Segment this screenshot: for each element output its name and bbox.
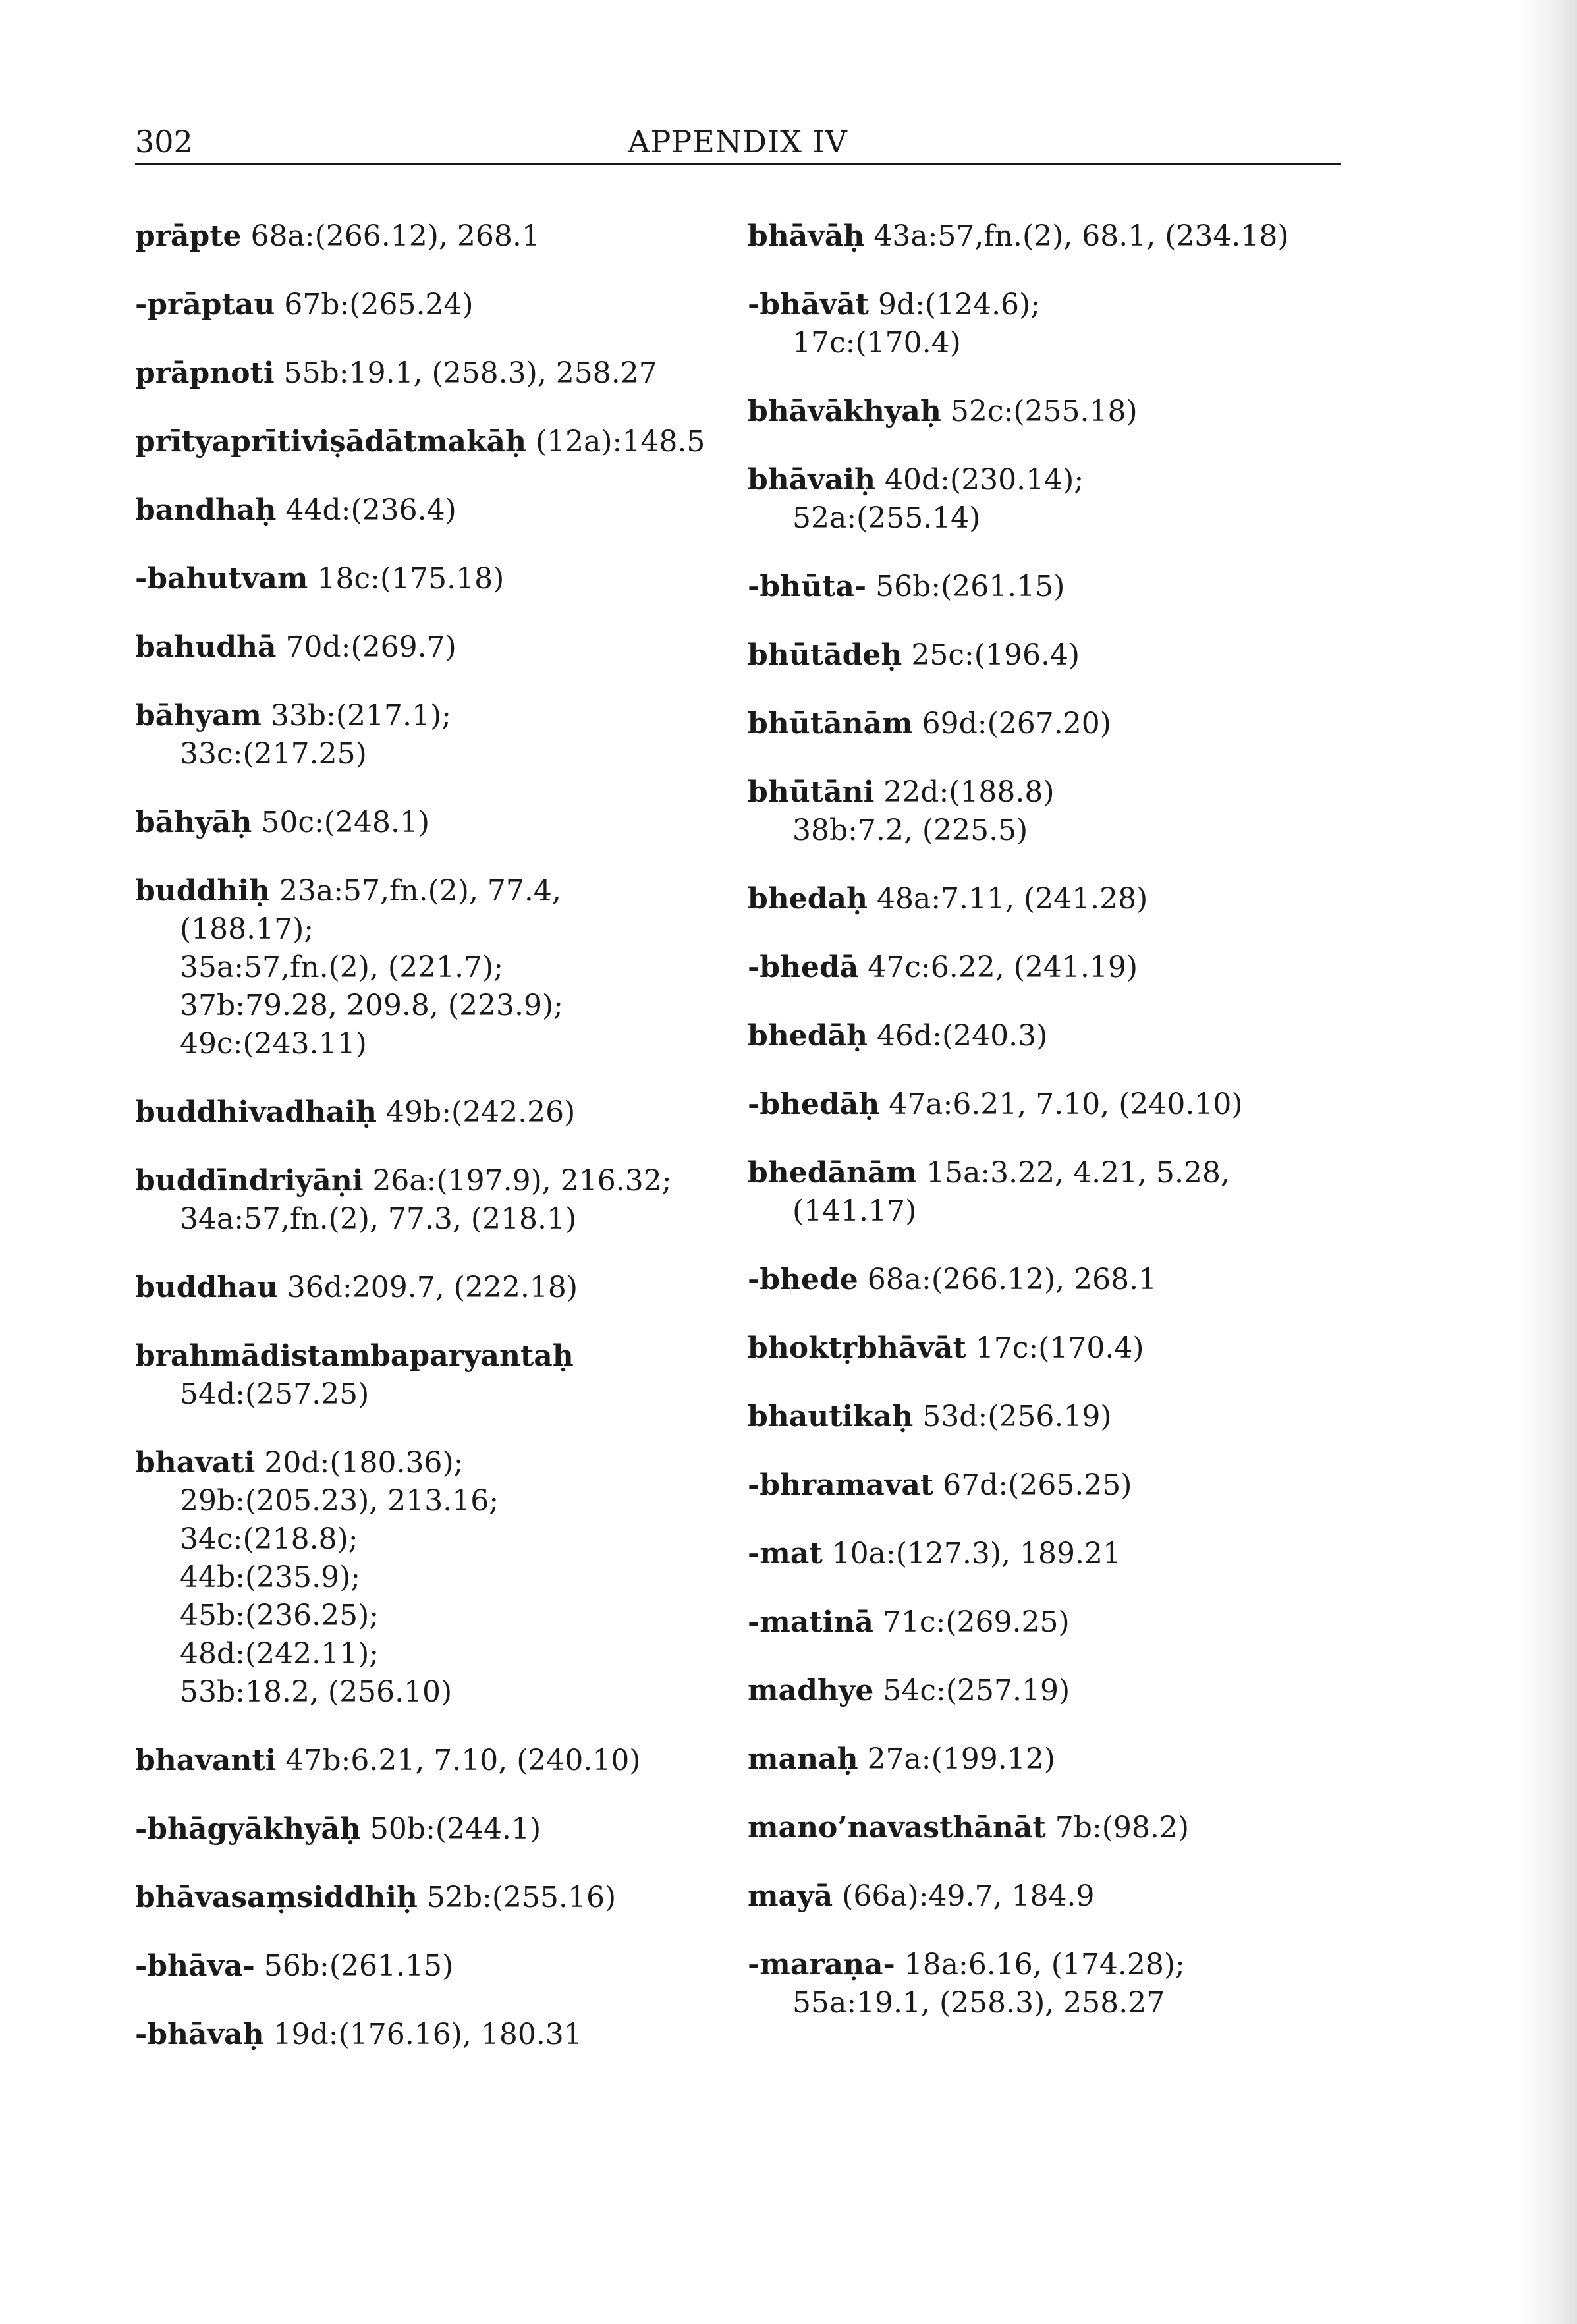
index-headword: bhavanti <box>135 1744 277 1777</box>
index-entry-first-line <box>748 1809 1354 1847</box>
index-reference: 23a:57,fn.(2), 77.4, <box>279 874 561 908</box>
index-entry-first-line <box>135 560 748 598</box>
index-reference: 47b:6.21, 7.10, (240.10) <box>285 1744 641 1777</box>
index-reference: 40d:(230.14); <box>885 463 1084 497</box>
index-entry <box>135 1742 748 1780</box>
index-entry-first-line <box>135 1810 748 1848</box>
index-headword: buddhau <box>135 1271 278 1304</box>
index-entry <box>748 1329 1354 1368</box>
index-entry-first-line <box>135 2016 748 2054</box>
index-entry <box>748 1877 1354 1916</box>
index-reference: 70d:(269.7) <box>285 630 456 664</box>
header-rule <box>135 163 1341 165</box>
running-title: APPENDIX IV <box>628 124 848 159</box>
index-headword: bāhyam <box>135 699 262 733</box>
index-entry-first-line <box>135 423 748 461</box>
index-headword: bhāvasaṃsiddhiḥ <box>135 1881 418 1914</box>
index-entry-first-line <box>748 1261 1354 1299</box>
index-entry <box>135 628 748 667</box>
index-reference: 9d:(124.6); <box>877 288 1041 321</box>
index-headword: bhedāḥ <box>748 1019 868 1053</box>
index-entry-first-line <box>748 636 1354 675</box>
index-reference: 18a:6.16, (174.28); <box>904 1948 1185 1981</box>
index-reference: 52c:(255.18) <box>950 395 1138 428</box>
index-headword: buddhivadhaiḥ <box>135 1095 377 1129</box>
index-entry-first-line <box>135 1444 748 1482</box>
index-reference: 20d:(180.36); <box>264 1446 464 1480</box>
index-reference: 44d:(236.4) <box>285 493 456 527</box>
index-reference: 53d:(256.19) <box>922 1400 1112 1433</box>
index-entry <box>135 1879 748 1917</box>
index-entry-first-line <box>748 568 1354 606</box>
index-reference: (12a):148.5 <box>535 425 706 458</box>
index-entry-first-line <box>748 1329 1354 1368</box>
index-entry-first-line <box>135 804 748 842</box>
index-reference: 36d:209.7, (222.18) <box>287 1271 578 1304</box>
index-entry-first-line <box>135 1879 748 1917</box>
index-entry <box>135 423 748 461</box>
index-headword: -prāptau <box>135 288 275 321</box>
index-reference-continuation: 34a:57,fn.(2), 77.3, (218.1) <box>180 1202 577 1236</box>
index-entry-first-line <box>135 286 748 324</box>
index-headword: -bhede <box>748 1263 858 1296</box>
index-entry-first-line <box>748 1603 1354 1642</box>
index-reference: 52b:(255.16) <box>426 1881 617 1914</box>
index-entry <box>135 1444 748 1711</box>
index-entry-first-line <box>748 1466 1354 1505</box>
index-headword: -bhāvāt <box>748 288 869 321</box>
index-reference-continuation: 52a:(255.14) <box>792 501 981 535</box>
index-reference-continuation: 29b:(205.23), 213.16; <box>180 1484 499 1518</box>
index-reference-continuation: 37b:79.28, 209.8, (223.9); <box>180 989 563 1022</box>
index-entry-first-line <box>135 628 748 667</box>
index-reference: 56b:(261.15) <box>875 570 1065 603</box>
index-headword: brahmādistambaparyantaḥ <box>135 1339 574 1373</box>
index-entry <box>748 1809 1354 1847</box>
index-headword: bhāvākhyaḥ <box>748 395 941 428</box>
index-reference: 54c:(257.19) <box>883 1674 1070 1707</box>
index-entry-first-line <box>135 217 748 256</box>
index-entry <box>135 286 748 324</box>
index-headword: bhavati <box>135 1446 256 1480</box>
index-entry-first-line <box>135 872 748 910</box>
index-entry <box>135 1093 748 1132</box>
index-headword: -bhūta- <box>748 570 867 603</box>
index-reference: 67b:(265.24) <box>284 288 474 321</box>
index-entry <box>748 773 1354 850</box>
index-entry <box>748 1672 1354 1710</box>
index-reference: (66a):49.7, 184.9 <box>842 1879 1095 1913</box>
index-reference: 43a:57,fn.(2), 68.1, (234.18) <box>873 219 1289 253</box>
index-headword: -bhāgyākhyāḥ <box>135 1812 361 1846</box>
index-entry <box>748 1535 1354 1573</box>
index-entry-first-line <box>748 1086 1354 1124</box>
index-entry-first-line <box>748 949 1354 987</box>
index-headword: mayā <box>748 1879 833 1913</box>
index-entry <box>135 804 748 842</box>
index-entry <box>135 217 748 256</box>
index-reference-continuation: 38b:7.2, (225.5) <box>792 814 1028 847</box>
index-reference: 27a:(199.12) <box>867 1742 1055 1776</box>
page-number: 302 <box>135 124 193 159</box>
index-reference: 49b:(242.26) <box>386 1095 576 1129</box>
index-entry-first-line <box>135 1742 748 1780</box>
index-headword: -mat <box>748 1537 823 1570</box>
index-headword: -bhāva- <box>135 1949 255 1983</box>
index-entry <box>135 872 748 1063</box>
index-entry-first-line <box>748 1398 1354 1436</box>
page-edge-shadow <box>1518 0 1577 2324</box>
index-headword: bahudhā <box>135 630 277 664</box>
index-entry-first-line <box>748 393 1354 431</box>
index-headword: prāpnoti <box>135 356 275 390</box>
index-reference: 68a:(266.12), 268.1 <box>250 219 540 253</box>
index-reference: 17c:(170.4) <box>975 1331 1144 1365</box>
index-entry <box>748 949 1354 987</box>
index-reference: 22d:(188.8) <box>883 775 1055 809</box>
index-entry <box>748 1398 1354 1436</box>
index-entry-first-line <box>135 1337 748 1375</box>
index-headword: bhedānām <box>748 1156 918 1190</box>
index-reference-continuation: 55a:19.1, (258.3), 258.27 <box>792 1986 1165 2020</box>
index-entry-first-line <box>135 1093 748 1132</box>
index-entry <box>748 217 1354 256</box>
index-reference: 69d:(267.20) <box>922 707 1111 740</box>
index-reference: 50b:(244.1) <box>370 1812 541 1846</box>
index-entry-first-line <box>748 773 1354 812</box>
index-reference: 55b:19.1, (258.3), 258.27 <box>283 356 657 390</box>
index-headword: bhautikaḥ <box>748 1400 914 1433</box>
index-entry <box>135 491 748 530</box>
index-entry-first-line <box>748 1877 1354 1916</box>
index-reference-continuation: 49c:(243.11) <box>180 1027 367 1061</box>
index-entry-first-line <box>748 1017 1354 1055</box>
index-entry <box>748 705 1354 743</box>
index-reference-continuation: 35a:57,fn.(2), (221.7); <box>180 951 504 984</box>
index-reference-continuation: 45b:(236.25); <box>180 1599 379 1632</box>
index-entry-first-line <box>748 1946 1354 1984</box>
index-headword: -bahutvam <box>135 562 308 595</box>
index-reference: 15a:3.22, 4.21, 5.28, <box>926 1156 1230 1190</box>
index-entry <box>748 1261 1354 1299</box>
index-entry <box>748 1946 1354 2022</box>
index-headword: -matinā <box>748 1605 873 1639</box>
index-entry-first-line <box>748 1154 1354 1192</box>
index-reference: 25c:(196.4) <box>911 638 1080 672</box>
index-entry <box>748 636 1354 675</box>
index-headword: -bhāvaḥ <box>135 2018 264 2051</box>
index-entry <box>748 1086 1354 1124</box>
index-reference-continuation: 44b:(235.9); <box>180 1561 361 1594</box>
index-entry <box>135 354 748 393</box>
index-headword: buddhiḥ <box>135 874 270 908</box>
index-entry <box>748 461 1354 538</box>
index-entry <box>135 1162 748 1238</box>
index-entry <box>135 2016 748 2054</box>
index-entry-first-line <box>748 705 1354 743</box>
index-reference-continuation: 53b:18.2, (256.10) <box>180 1675 453 1709</box>
index-reference-continuation: 17c:(170.4) <box>792 326 961 360</box>
index-entry <box>135 560 748 598</box>
index-reference: 26a:(197.9), 216.32; <box>372 1164 672 1198</box>
index-reference-continuation: 33c:(217.25) <box>180 737 367 771</box>
index-headword: bandhaḥ <box>135 493 277 527</box>
index-headword: -bhramavat <box>748 1468 934 1502</box>
index-entry-first-line <box>748 880 1354 918</box>
index-entry-first-line <box>135 491 748 530</box>
page-header <box>135 117 1341 170</box>
index-entry <box>135 1269 748 1307</box>
index-entry-first-line <box>748 461 1354 499</box>
index-headword: bhūtānām <box>748 707 913 740</box>
index-entry <box>135 1810 748 1848</box>
index-reference: 71c:(269.25) <box>882 1605 1070 1639</box>
index-reference: 33b:(217.1); <box>270 699 452 733</box>
index-headword: manaḥ <box>748 1742 858 1776</box>
index-headword: bhūtāni <box>748 775 875 809</box>
index-reference: 19d:(176.16), 180.31 <box>273 2018 582 2051</box>
index-headword: bhedaḥ <box>748 882 868 916</box>
index-entry <box>748 1017 1354 1055</box>
index-column-right <box>748 217 1354 2053</box>
index-entry <box>135 1337 748 1414</box>
index-entry-first-line <box>135 1269 748 1307</box>
index-entry-first-line <box>748 1740 1354 1779</box>
index-reference-continuation: 54d:(257.25) <box>180 1377 370 1411</box>
index-headword: mano’navasthānāt <box>748 1811 1046 1844</box>
index-headword: bhoktṛbhāvāt <box>748 1331 966 1365</box>
index-reference: 68a:(266.12), 268.1 <box>867 1263 1157 1296</box>
index-entry-first-line <box>748 1535 1354 1573</box>
index-entry-first-line <box>748 1672 1354 1710</box>
index-reference: 47c:6.22, (241.19) <box>868 951 1138 984</box>
index-reference: 67d:(265.25) <box>943 1468 1132 1502</box>
index-headword: prītyaprītiviṣādātmakāḥ <box>135 425 526 458</box>
index-entry <box>748 1154 1354 1231</box>
index-entry-first-line <box>748 217 1354 256</box>
index-entry <box>748 1466 1354 1505</box>
index-entry <box>135 1947 748 1985</box>
index-entry-first-line <box>135 1947 748 1985</box>
index-headword: bhūtādeḥ <box>748 638 902 672</box>
index-headword: bāhyāḥ <box>135 806 252 839</box>
index-headword: madhye <box>748 1674 874 1707</box>
index-column-left <box>135 217 748 2084</box>
index-headword: bhāvaiḥ <box>748 463 876 497</box>
index-reference-continuation: 48d:(242.11); <box>180 1637 379 1671</box>
index-headword: -maraṇa- <box>748 1948 895 1981</box>
index-reference: 10a:(127.3), 189.21 <box>831 1537 1121 1570</box>
index-entry <box>748 880 1354 918</box>
index-reference-continuation: (188.17); <box>180 912 314 946</box>
index-headword: prāpte <box>135 219 242 253</box>
index-entry-first-line <box>135 697 748 735</box>
index-reference-continuation: 34c:(218.8); <box>180 1522 358 1556</box>
index-entry <box>135 697 748 773</box>
index-headword: buddīndriyāṇi <box>135 1164 364 1198</box>
index-reference: 56b:(261.15) <box>263 1949 454 1983</box>
index-reference: 7b:(98.2) <box>1055 1811 1190 1844</box>
index-reference: 18c:(175.18) <box>317 562 505 595</box>
index-reference-continuation: (141.17) <box>792 1194 917 1228</box>
index-reference: 48a:7.11, (241.28) <box>877 882 1148 916</box>
index-entry <box>748 1740 1354 1779</box>
index-entry <box>748 568 1354 606</box>
index-entry <box>748 393 1354 431</box>
index-entry-first-line <box>135 1162 748 1200</box>
index-reference: 47a:6.21, 7.10, (240.10) <box>889 1088 1243 1121</box>
index-entry <box>748 1603 1354 1642</box>
index-entry-first-line <box>135 354 748 393</box>
index-headword: bhāvāḥ <box>748 219 865 253</box>
index-headword: -bhedā <box>748 951 859 984</box>
index-entry <box>748 286 1354 362</box>
index-entry-first-line <box>748 286 1354 324</box>
index-reference: 46d:(240.3) <box>877 1019 1048 1053</box>
index-reference: 50c:(248.1) <box>261 806 430 839</box>
index-headword: -bhedāḥ <box>748 1088 880 1121</box>
